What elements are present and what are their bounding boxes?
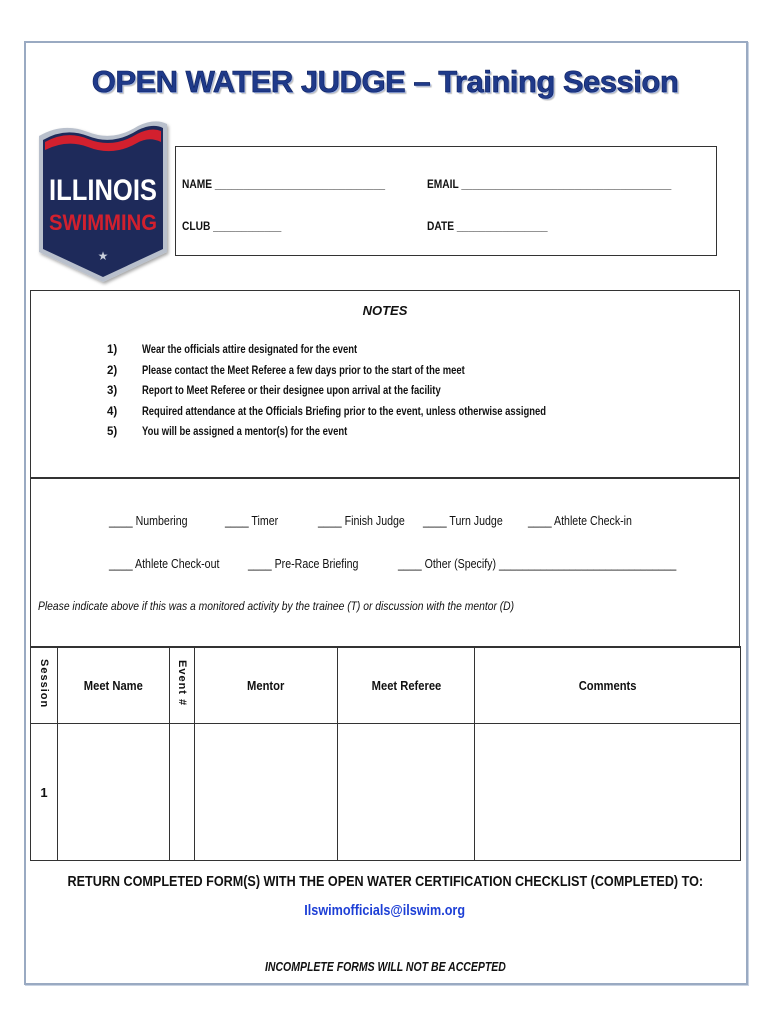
notes-box <box>30 290 740 478</box>
header-comments: Comments <box>475 647 741 724</box>
notes-title: NOTES <box>362 303 408 318</box>
header-session: Session <box>31 647 58 724</box>
note-item: 5) You will be assigned a mentor(s) for the event <box>107 426 348 438</box>
header-mentor: Mentor <box>195 647 338 724</box>
note-item: 4) Required attendance at the Officials Briefing prior to the event, unless otherwise assigned <box>107 405 547 418</box>
session-log-table <box>30 646 741 861</box>
activity-timer[interactable]: ____ Timer <box>225 514 279 528</box>
table-header-row <box>31 647 741 724</box>
meet-name-cell[interactable] <box>58 724 170 861</box>
note-item: 1) Wear the officials attire designated for the event <box>107 344 358 356</box>
mentor-cell[interactable] <box>195 724 338 861</box>
note-item: 2) Please contact the Meet Referee a few days prior to the start of the meet <box>107 364 465 377</box>
comments-cell[interactable] <box>475 724 741 861</box>
table-row <box>31 724 741 861</box>
event-number-cell[interactable] <box>170 724 195 861</box>
incomplete-warning: INCOMPLETE FORMS WILL NOT BE ACCEPTED <box>264 960 506 974</box>
form-title: OPEN WATER JUDGE – Training Session <box>91 64 679 99</box>
return-instructions: RETURN COMPLETED FORM(S) WITH THE OPEN WATER CERTIFICATION CHECKLIST (COMPLETED) TO: <box>67 873 703 890</box>
activity-numbering[interactable]: ____ Numbering <box>109 514 188 528</box>
notes-list <box>107 344 635 447</box>
activity-turn-judge[interactable]: ____ Turn Judge <box>423 514 503 528</box>
note-item: 3) Report to Meet Referee or their designee upon arrival at the facility <box>107 385 441 397</box>
activity-athlete-checkin[interactable]: ____ Athlete Check-in <box>528 514 632 528</box>
activity-athlete-checkout[interactable]: ____ Athlete Check-out <box>109 557 220 571</box>
club-field[interactable]: CLUB ____________ <box>182 219 282 233</box>
header-event: Event # <box>170 647 195 724</box>
activity-finish-judge[interactable]: ____ Finish Judge <box>318 514 405 528</box>
return-email-link[interactable]: Ilswimofficials@ilswim.org <box>304 902 466 919</box>
meet-referee-cell[interactable] <box>338 724 475 861</box>
logo-illinois-text: ILLINOIS <box>49 174 157 207</box>
email-field[interactable]: EMAIL _____________________________________ <box>427 177 672 191</box>
activity-instruction: Please indicate above if this was a monitored activity by the trainee (T) or discussion with the mentor (D) <box>38 599 515 613</box>
name-field[interactable]: NAME ______________________________ <box>182 177 386 191</box>
star-icon: ★ <box>97 249 109 263</box>
activity-other[interactable]: ____ Other (Specify) ______________________________ <box>398 557 677 571</box>
activity-checklist-box <box>30 478 740 648</box>
header-meet-referee: Meet Referee <box>338 647 475 724</box>
logo-swimming-text: SWIMMING <box>49 210 157 235</box>
session-number-cell: 1 <box>31 724 58 861</box>
header-meet-name: Meet Name <box>58 647 170 724</box>
trainee-info-box <box>175 146 717 256</box>
illinois-swimming-logo <box>33 112 173 287</box>
date-field[interactable]: DATE ________________ <box>427 219 548 233</box>
activity-pre-race-briefing[interactable]: ____ Pre-Race Briefing <box>248 557 359 571</box>
